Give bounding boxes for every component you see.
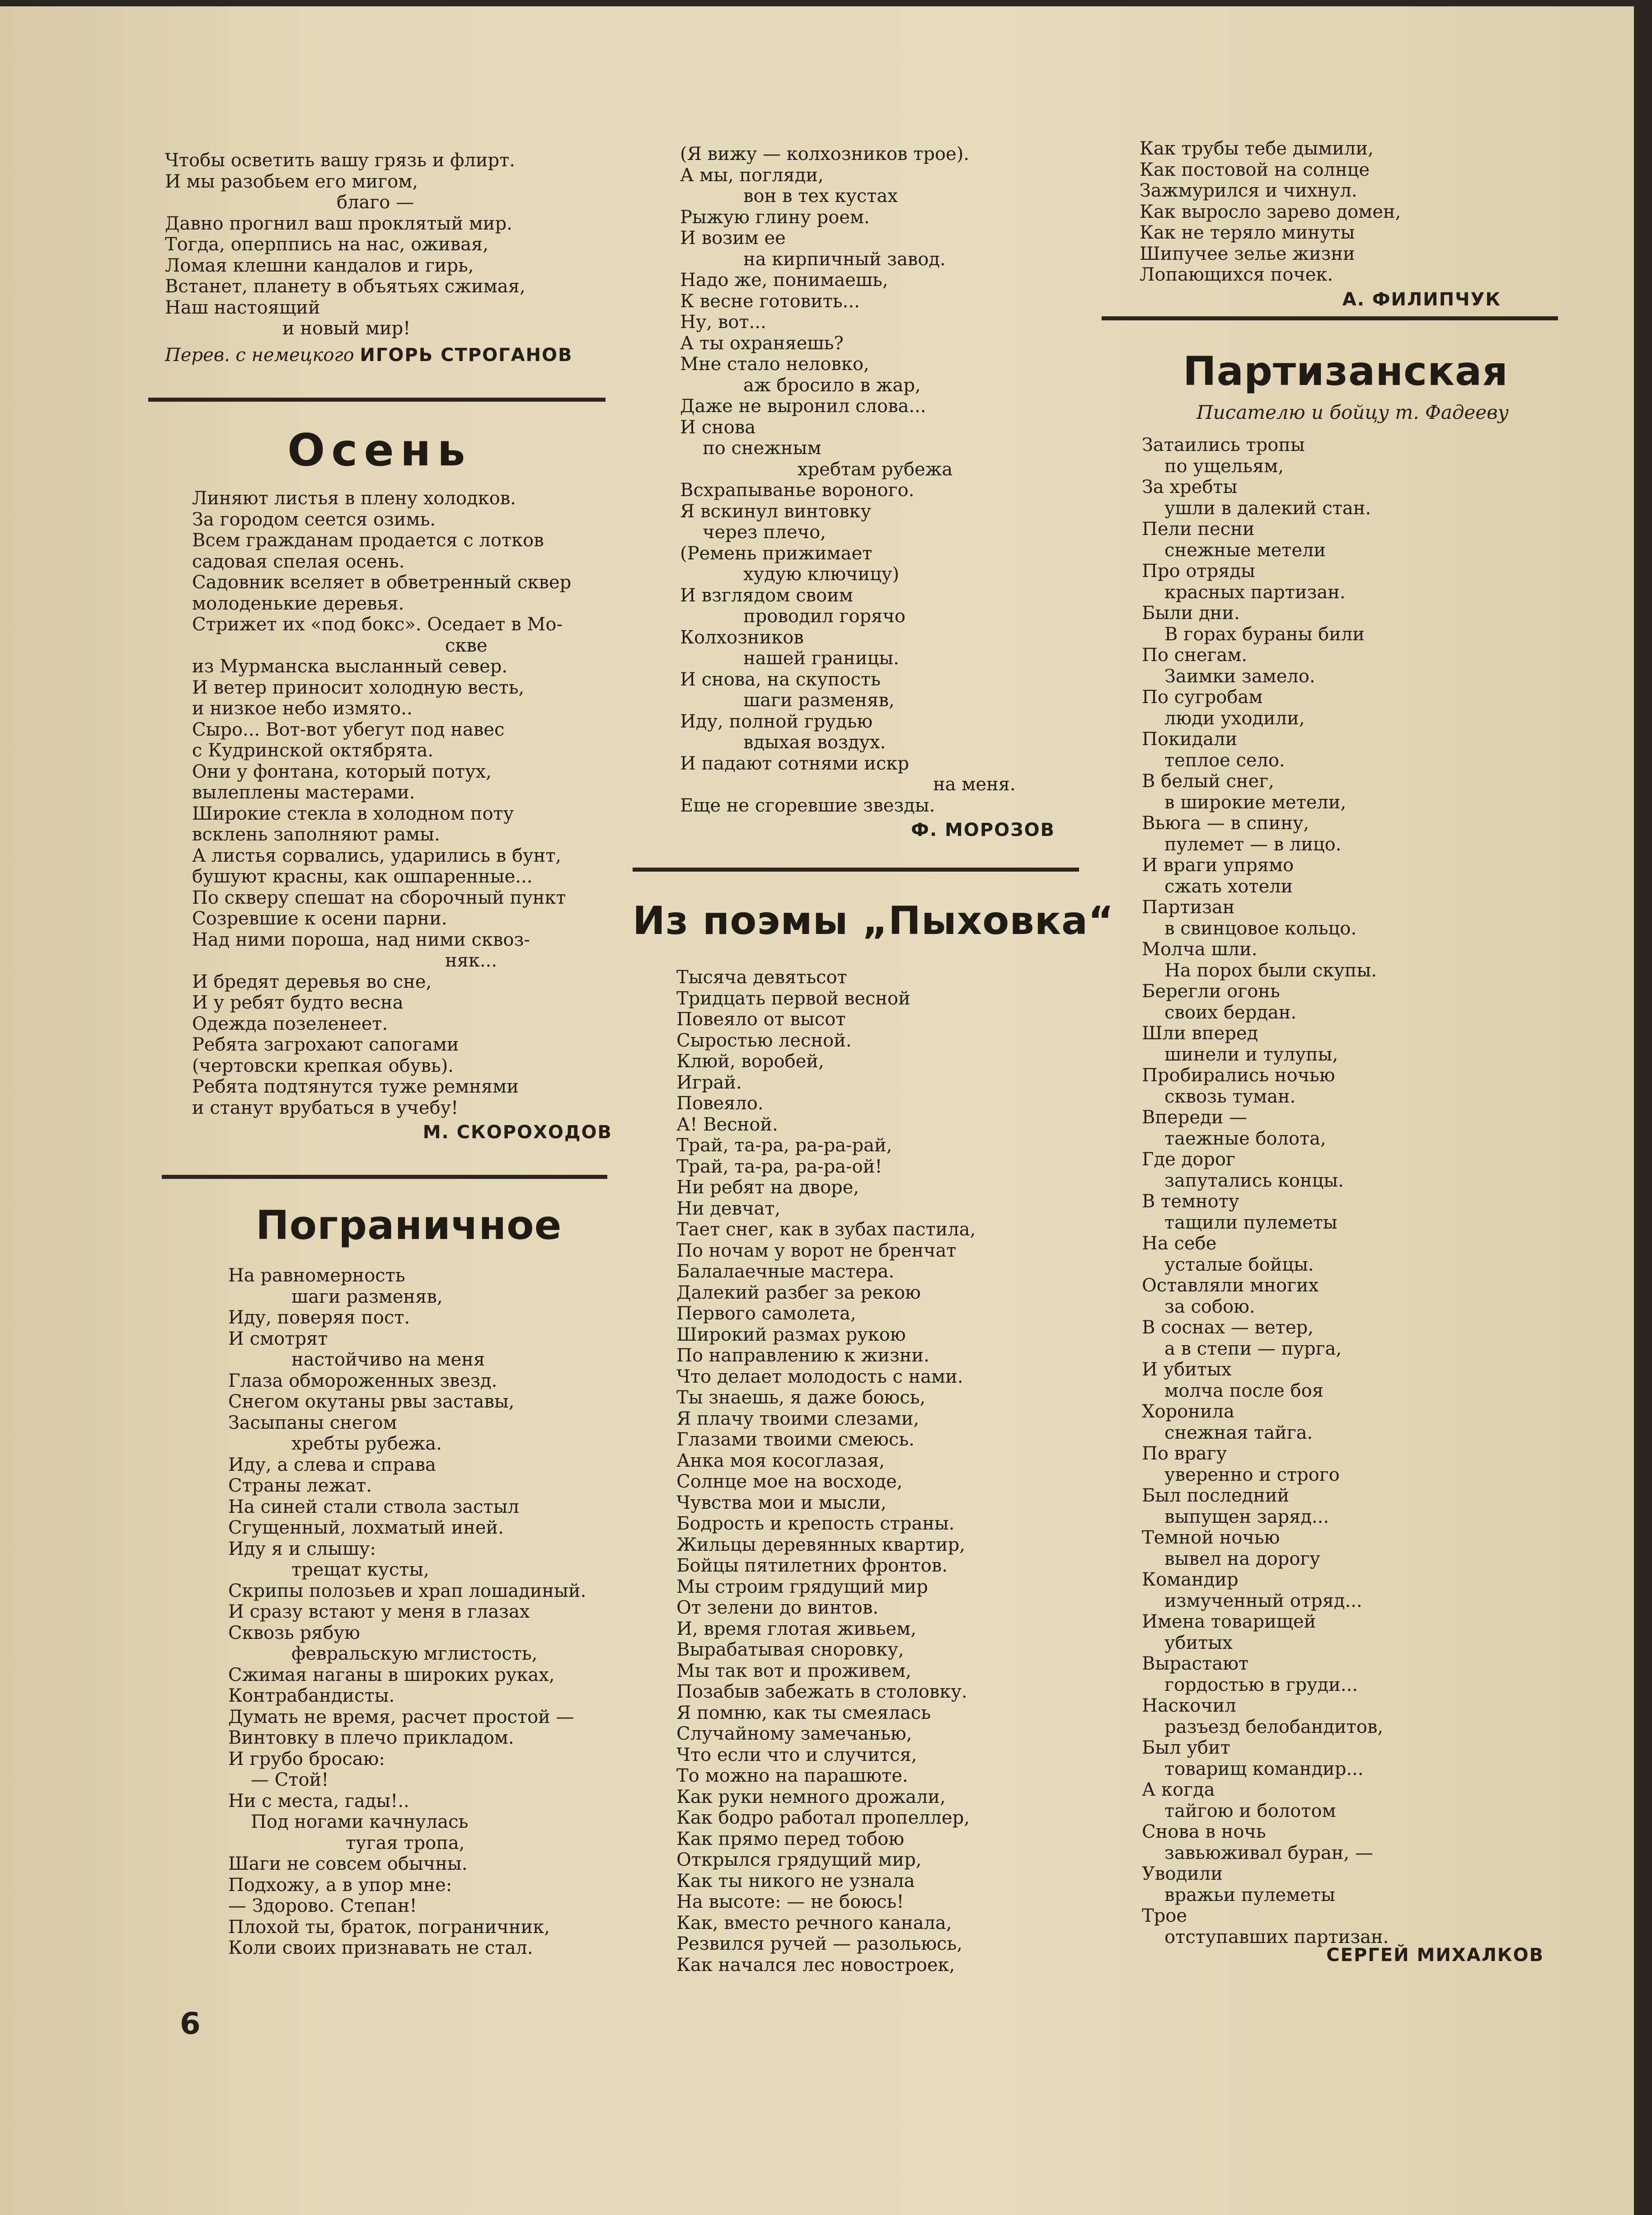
poem-line: Был убит [1142, 1737, 1230, 1758]
poem-line: А мы, погляди, [680, 164, 824, 186]
poem-line: Еще не сгоревшие звезды. [680, 795, 935, 816]
poem-line: Они у фонтана, который потух, [192, 761, 492, 782]
poem-line: Клюй, воробей, [676, 1051, 824, 1072]
poem-line: Всхрапыванье вороного. [680, 480, 915, 501]
poem-line: Впереди — [1142, 1107, 1248, 1128]
poem-line: На равномерность [228, 1265, 405, 1286]
poem-line: тугая тропа, [346, 1832, 465, 1854]
poem-line: Шли вперед [1142, 1023, 1258, 1044]
poem-line: худую ключицу) [743, 564, 899, 585]
poem-line: таежные болота, [1164, 1128, 1326, 1149]
poem-line: Шипучее зелье жизни [1140, 243, 1355, 264]
poem-line: Как руки немного дрожали, [676, 1786, 946, 1807]
poem-lines [192, 488, 612, 1118]
poem-line: Командир [1142, 1569, 1239, 1590]
poem-line: На синей стали ствола застыл [228, 1496, 519, 1517]
poem-line: И снова [680, 417, 756, 438]
divider-rule [162, 1175, 607, 1179]
poem-line: вылеплены мастерами. [192, 782, 415, 803]
poem-line: Думать не время, расчет простой — [228, 1706, 574, 1727]
poem-line: трещат кусты, [291, 1559, 429, 1580]
scan-border-top [0, 0, 1652, 6]
poem-line: проводил горячо [743, 606, 906, 627]
poem-lines [165, 150, 608, 339]
poem-line: Колхозников [680, 627, 804, 648]
poem-line: По снегам. [1142, 645, 1248, 666]
poem-line: Покидали [1142, 729, 1238, 750]
poem-line: Страны лежат. [228, 1475, 372, 1496]
poem-line: В соснах — ветер, [1142, 1317, 1314, 1338]
poem-lines [1142, 435, 1558, 1948]
poem-line: вывел на дорогу [1164, 1548, 1320, 1569]
poem-line: гордостью в груди... [1164, 1674, 1358, 1695]
poem-line: Бойцы пятилетних фронтов. [676, 1555, 948, 1576]
poem-line: и станут врубаться в учебу! [192, 1097, 459, 1118]
poem-line: Имена товарищей [1142, 1611, 1316, 1632]
poem-line: в свинцовое кольцо. [1164, 918, 1357, 939]
poem-line: шинели и тулупы, [1164, 1044, 1338, 1065]
poem-line: Снова в ночь [1142, 1821, 1266, 1842]
poem-line: Линяют листья в плену холодков. [192, 488, 516, 509]
poem-line: Встанет, планету в объятьях сжимая, [165, 276, 526, 297]
poem-line: Над ними пороша, над ними сквоз- [192, 929, 530, 950]
poem-pykhovka [676, 967, 1083, 1976]
poem-line: Где дорог [1142, 1149, 1235, 1170]
poem-line: Тогда, оперппись на нас, оживая, [165, 234, 488, 255]
poem-line: Иду я и слышу: [228, 1538, 376, 1559]
poem-line: февральскую мглистость, [291, 1643, 538, 1664]
poem-line: Молча шли. [1142, 939, 1258, 960]
author-mikhalkov: СЕРГЕЙ МИХАЛКОВ [1326, 1945, 1544, 1966]
poem-line: Пели песни [1142, 519, 1255, 540]
poem-line: К весне готовить... [680, 291, 860, 312]
poem-line: И грубо бросаю: [228, 1748, 385, 1769]
poem-line: Мы строим грядущий мир [676, 1576, 928, 1597]
poem-line: За городом сеется озимь. [192, 509, 436, 530]
poem-line: люди уходили, [1164, 708, 1305, 729]
translator-credit: Перев. с немецкого ИГОРЬ СТРОГАНОВ [165, 344, 573, 366]
poem-line: молча после боя [1164, 1380, 1323, 1401]
poem-line: А когда [1142, 1779, 1215, 1800]
poem-line: Я вскинул винтовку [680, 501, 872, 522]
poem-line: — Стой! [251, 1769, 329, 1790]
poem-line: вдыхая воздух. [743, 732, 886, 753]
poem-line: Позабыв забежать в столовку. [676, 1681, 967, 1702]
poem-line: Шаги не совсем обычны. [228, 1854, 468, 1874]
col2-continuation [680, 144, 1087, 840]
poem-line: Сжимая наганы в широких руках, [228, 1664, 555, 1685]
poem-line: Повеяло. [676, 1093, 764, 1114]
poem-lines [680, 144, 1087, 816]
poem-line: настойчиво на меня [291, 1349, 485, 1370]
poem-osen [192, 488, 612, 1143]
poem-line: Сыростью лесной. [676, 1030, 852, 1051]
poem-line: по снежным [703, 438, 821, 459]
poem-line: Бодрость и крепость страны. [676, 1513, 955, 1534]
poem-line: (Я вижу — колхозников трое). [680, 144, 969, 164]
poem-line: Подхожу, а в упор мне: [228, 1874, 452, 1896]
poem-line: и новый мир! [282, 318, 411, 339]
poem-line: Как трубы тебе дымили, [1140, 138, 1374, 159]
poem-line: вражьи пулеметы [1164, 1884, 1335, 1905]
poem-line: И у ребят будто весна [192, 992, 404, 1013]
poem-line: Про отряды [1142, 561, 1255, 582]
poem-line: Что если что и случится, [676, 1744, 917, 1765]
poem-line: Снегом окутаны рвы заставы, [228, 1391, 515, 1412]
poem-line: убитых [1164, 1632, 1233, 1653]
col1-continuation [165, 150, 608, 366]
poem-line: И убитых [1142, 1359, 1232, 1380]
poem-line: Затаились тропы [1142, 435, 1305, 455]
poem-title-osen: Осень [287, 425, 472, 476]
poem-line: Плохой ты, браток, пограничник, [228, 1916, 550, 1938]
poem-line: Лопающихся почек. [1140, 264, 1333, 285]
poem-line: (Ремень прижимает [680, 543, 873, 564]
poem-line: — Здорово. Степан! [228, 1896, 417, 1916]
poem-lines [676, 967, 1083, 1976]
poem-line: ушли в далекий стан. [1164, 497, 1371, 519]
poem-line: на меня. [933, 774, 1016, 795]
poem-line: Наш настоящий [165, 297, 320, 318]
poem-line: хребты рубежа. [291, 1433, 442, 1454]
poem-line: Сыро... Вот-вот убегут под навес [192, 719, 505, 740]
poem-line: Тысяча девятьсот [676, 967, 847, 988]
poem-line: усталые бойцы. [1164, 1254, 1314, 1275]
poem-line: Оставляли многих [1142, 1275, 1319, 1296]
poem-line: И враги упрямо [1142, 855, 1294, 876]
poem-line: Как выросло зарево домен, [1140, 201, 1401, 222]
poem-line: через плечо, [703, 522, 826, 543]
poem-line: Глазами твоими смеюсь. [676, 1429, 915, 1450]
poem-line: Как бодро работал пропеллер, [676, 1807, 970, 1828]
poem-line: Играй. [676, 1072, 742, 1093]
poem-line: Ни девчат, [676, 1198, 781, 1219]
poem-line: В темноту [1142, 1191, 1239, 1212]
poem-line: И взглядом своим [680, 585, 853, 606]
poem-line: пулемет — в лицо. [1164, 834, 1342, 855]
divider-rule [148, 398, 605, 402]
poem-line: Солнце мое на восходе, [676, 1471, 903, 1492]
poem-line: Широкий размах рукою [676, 1324, 906, 1345]
poem-line: Глаза обмороженных звезд. [228, 1370, 497, 1391]
poem-line: на кирпичный завод. [743, 249, 946, 270]
poem-line: в широкие метели, [1164, 792, 1347, 813]
page-number: 6 [180, 2006, 201, 2041]
poem-line: И ветер приносит холодную весть, [192, 677, 525, 698]
poem-line: Повеяло от высот [676, 1009, 846, 1030]
poem-line: Трое [1142, 1905, 1187, 1926]
poem-line: молоденькие деревья. [192, 593, 404, 614]
poem-line: И возим ее [680, 228, 786, 249]
poem-line: Как прямо перед тобою [676, 1828, 905, 1849]
poem-line: Партизан [1142, 897, 1235, 918]
poem-line: Надо же, понимаешь, [680, 270, 888, 291]
poem-line: по ущельям, [1164, 455, 1284, 477]
poem-title-pogranichnoe: Пограничное [256, 1202, 562, 1248]
poem-line: хребтам рубежа [798, 459, 953, 480]
poem-line: красных партизан. [1164, 582, 1346, 603]
poem-line: Чтобы осветить вашу грязь и флирт. [165, 150, 515, 171]
poem-line: за собою. [1164, 1296, 1255, 1317]
author-morozov: Ф. МОРОЗОВ [911, 820, 1055, 840]
col3-continuation [1140, 138, 1542, 310]
poem-line: Как ты никого не узнала [676, 1870, 915, 1891]
poem-line: По направлению к жизни. [676, 1345, 929, 1366]
poem-line: Контрабандисты. [228, 1685, 395, 1706]
poem-partizanskaya [1142, 435, 1558, 1966]
poem-line: няк... [445, 950, 497, 971]
poem-line: Созревшие к осени парни. [192, 908, 447, 929]
poem-line: шаги разменяв, [743, 690, 895, 711]
poem-line: из Мурманска высланный север. [192, 656, 508, 677]
poem-line: Я помню, как ты смеялась [676, 1702, 931, 1723]
poem-line: И мы разобьем его мигом, [165, 171, 418, 192]
poem-line: Ребята подтянутся туже ремнями [192, 1076, 519, 1097]
poem-line: аж бросило в жар, [743, 375, 921, 396]
poem-line: Трай, та-ра, ра-ра-рай, [676, 1135, 892, 1156]
dedication: Писателю и бойцу т. Фадееву [1197, 401, 1509, 423]
poem-line: уверенно и строго [1164, 1464, 1340, 1485]
poem-line: Одежда позеленеет. [192, 1013, 388, 1034]
scan-border-right [1634, 0, 1652, 2215]
poem-line: измученный отряд... [1164, 1590, 1362, 1611]
poem-line: В горах бураны били [1164, 624, 1365, 645]
poem-line: Как постовой на солнце [1140, 159, 1370, 180]
poem-line: Темной ночью [1142, 1527, 1280, 1548]
poem-line: Под ногами качнулась [251, 1811, 469, 1832]
poem-line: Винтовку в плечо прикладом. [228, 1727, 514, 1748]
poem-line: Скрипы полозьев и храп лошадиный. [228, 1580, 587, 1601]
poem-line: Далекий разбег за рекою [676, 1282, 921, 1303]
poem-line: На себе [1142, 1233, 1217, 1254]
poem-line: товарищ командир... [1164, 1758, 1364, 1779]
poem-line: За хребты [1142, 477, 1238, 497]
poem-line: Как не теряло минуты [1140, 222, 1355, 243]
poem-line: своих бердан. [1164, 1002, 1297, 1023]
poem-line: запутались концы. [1164, 1170, 1344, 1191]
poem-line: Первого самолета, [676, 1303, 856, 1324]
poem-line: снежные метели [1164, 540, 1326, 561]
poem-line: Уводили [1142, 1863, 1223, 1884]
poem-line: Широкие стекла в холодном поту [192, 803, 514, 824]
poem-line: Иду, поверяя пост. [228, 1307, 410, 1328]
poem-line: Ни ребят на дворе, [676, 1177, 859, 1198]
poem-line: Сгущенный, лохматый иней. [228, 1517, 504, 1538]
poem-line: То можно на парашюте. [676, 1765, 908, 1786]
divider-rule [1102, 316, 1558, 320]
poem-line: благо — [337, 192, 414, 213]
poem-line: Хоронила [1142, 1401, 1234, 1422]
poem-line: тайгою и болотом [1164, 1800, 1336, 1821]
poem-line: Всем гражданам продается с лотков [192, 530, 544, 551]
poem-line: вон в тех кустах [743, 186, 898, 206]
poem-line: А! Весной. [676, 1114, 778, 1135]
poem-line: Коли своих признавать не стал. [228, 1938, 533, 1958]
poem-lines [228, 1265, 635, 1959]
poem-title-partizanskaya: Партизанская [1183, 348, 1508, 394]
poem-line: По скверу спешат на сборочный пункт [192, 887, 566, 908]
poem-line: Давно прогнил ваш проклятый мир. [165, 213, 512, 234]
poem-line: Жильцы деревянных квартир, [676, 1534, 965, 1555]
poem-line: Иду, полной грудью [680, 711, 873, 732]
poem-line: Анка моя косоглазая, [676, 1450, 885, 1471]
poem-line: Даже не выронил слова... [680, 396, 926, 417]
poem-line: Чувства мои и мысли, [676, 1492, 887, 1513]
poem-line: На порох были скупы. [1164, 960, 1377, 981]
poem-line: Тридцать первой весной [676, 988, 910, 1009]
poem-line: шаги разменяв, [291, 1286, 443, 1307]
poem-line: Пробирались ночью [1142, 1065, 1335, 1086]
poem-line: снежная тайга. [1164, 1422, 1313, 1443]
poem-line: Садовник вселяет в обветренный сквер [192, 572, 572, 593]
poem-line: нашей границы. [743, 648, 899, 669]
poem-title-pykhovka: Из поэмы „Пыховка“ [633, 898, 1114, 943]
poem-line: Засыпаны снегом [228, 1412, 397, 1433]
poem-line: И падают сотнями искр [680, 753, 909, 774]
poem-line: Балалаечные мастера. [676, 1261, 895, 1282]
poem-line: Случайному замечанью, [676, 1723, 912, 1744]
poem-line: По врагу [1142, 1443, 1227, 1464]
poem-line: завьюживал буран, — [1164, 1842, 1373, 1863]
poem-line: (чертовски крепкая обувь). [192, 1055, 454, 1076]
poem-line: Ребята загрохают сапогами [192, 1034, 459, 1055]
poem-line: Открылся грядущий мир, [676, 1849, 922, 1870]
poem-line: И сразу встают у меня в глазах [228, 1601, 530, 1622]
poem-line: И, время глотая живьем, [676, 1618, 916, 1639]
author-skorokhodov: М. СКОРОХОДОВ [422, 1122, 612, 1143]
poem-line: Наскочил [1142, 1695, 1236, 1716]
poem-line: с Кудринской октябрята. [192, 740, 434, 761]
poem-line: Был последний [1142, 1485, 1290, 1506]
poem-line: Ты знаешь, я даже боюсь, [676, 1387, 926, 1408]
poem-line: Берегли огонь [1142, 981, 1280, 1002]
poem-line: Ни с места, гады!.. [228, 1790, 409, 1811]
divider-rule [633, 868, 1079, 872]
poem-line: всклень заполняют рамы. [192, 824, 440, 845]
poem-line: теплое село. [1164, 750, 1285, 771]
poem-line: Ломая клешни кандалов и гирь, [165, 255, 474, 276]
poem-line: И снова, на скупость [680, 669, 881, 690]
poem-line: Сквозь рябую [228, 1622, 360, 1643]
poem-line: И бредят деревья во сне, [192, 971, 432, 992]
author-filipchuk: А. ФИЛИПЧУК [1342, 289, 1501, 310]
poem-line: Вырастают [1142, 1653, 1249, 1674]
poem-line: Как начался лес новостроек, [676, 1954, 955, 1976]
poem-line: А ты охраняешь? [680, 333, 844, 354]
poem-line: бушуют красны, как ошпаренные... [192, 866, 533, 887]
poem-line: выпущен заряд... [1164, 1506, 1329, 1527]
poem-line: Трай, та-ра, ра-ра-ой! [676, 1156, 882, 1177]
poem-line: Иду, а слева и справа [228, 1454, 436, 1475]
poem-line: Я плачу твоими слезами, [676, 1408, 920, 1429]
poem-line: А листья сорвались, ударились в бунт, [192, 845, 562, 866]
poem-pogranichnoe [228, 1265, 635, 1959]
poem-line: сжать хотели [1164, 876, 1293, 897]
poem-line: а в степи — пурга, [1164, 1338, 1342, 1359]
poem-line: отступавших партизан. [1164, 1926, 1389, 1948]
poem-line: Резвился ручей — разольюсь, [676, 1933, 962, 1954]
poem-line: Стрижет их «под бокс». Оседает в Мо- [192, 614, 563, 635]
poem-line: В белый снег, [1142, 771, 1274, 792]
poem-line: Что делает молодость с нами. [676, 1366, 963, 1387]
poem-line: Вьюга — в спину, [1142, 813, 1309, 834]
poem-line: садовая спелая осень. [192, 551, 405, 572]
poem-line: и низкое небо измято.. [192, 698, 413, 719]
poem-line: На высоте: — не боюсь! [676, 1891, 904, 1912]
poem-line: Вырабатывая сноровку, [676, 1639, 904, 1660]
poem-line: Заимки замело. [1164, 666, 1315, 687]
poem-line: Зажмурился и чихнул. [1140, 180, 1357, 201]
poem-line: Были дни. [1142, 603, 1240, 624]
poem-line: По ночам у ворот не бренчат [676, 1240, 957, 1261]
poem-line: И смотрят [228, 1328, 328, 1349]
poem-line: Рыжую глину роем. [680, 206, 870, 228]
poem-line: Мы так вот и проживем, [676, 1660, 911, 1681]
poem-line: разъезд белобандитов, [1164, 1716, 1384, 1737]
poem-line: Ну, вот... [680, 312, 766, 333]
poem-lines [1140, 138, 1542, 286]
poem-line: скве [445, 635, 488, 656]
poem-line: сквозь туман. [1164, 1086, 1296, 1107]
poem-line: Как, вместо речного канала, [676, 1912, 952, 1933]
poem-line: Мне стало неловко, [680, 354, 869, 375]
poem-line: тащили пулеметы [1164, 1212, 1338, 1233]
poem-line: Тает снег, как в зубах пастила, [676, 1219, 976, 1240]
poem-line: От зелени до винтов. [676, 1597, 878, 1618]
poem-line: По сугробам [1142, 687, 1263, 708]
